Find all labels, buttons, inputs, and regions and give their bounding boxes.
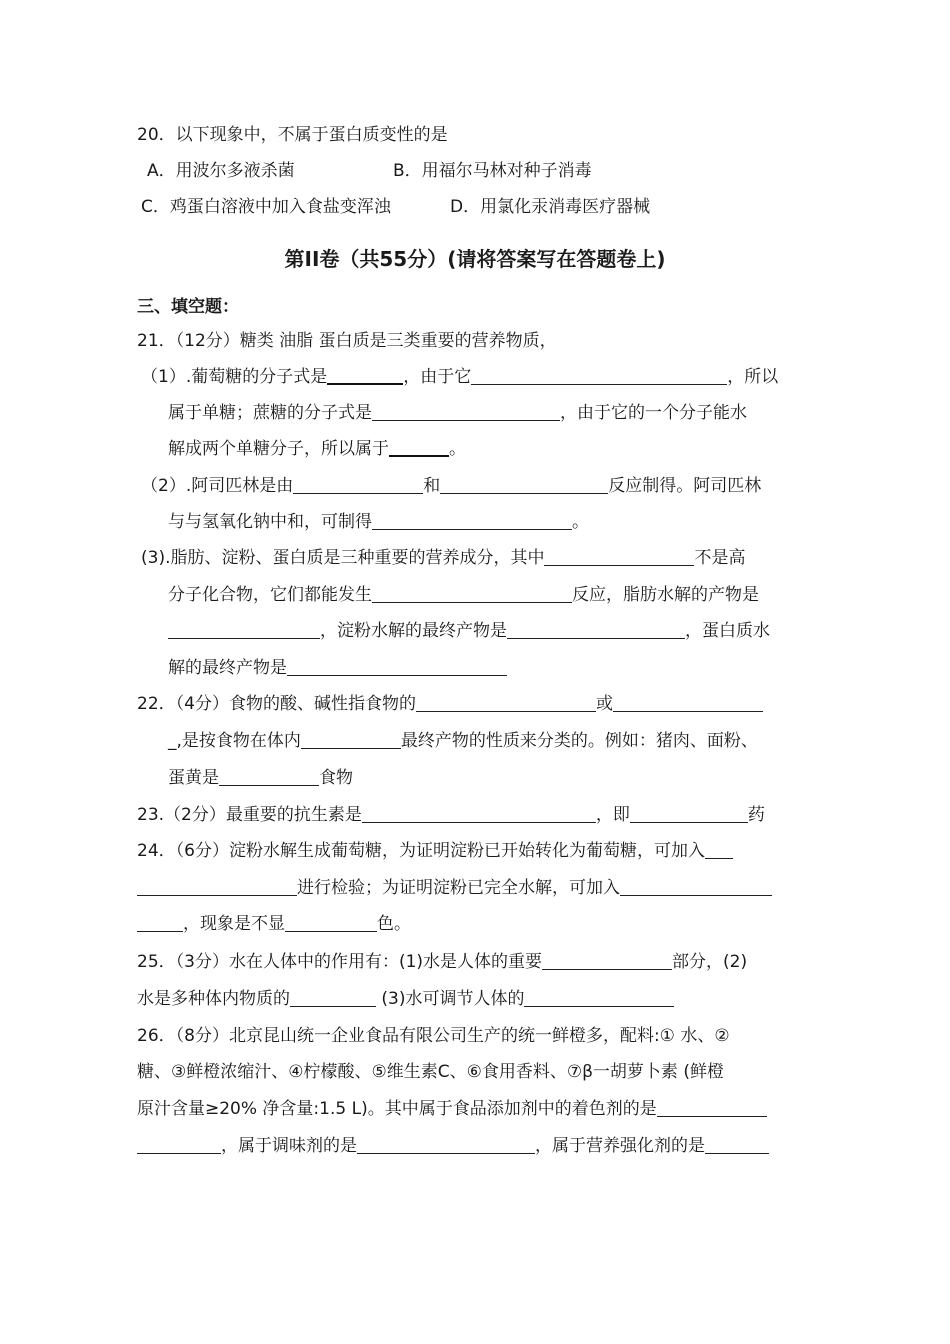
q25-line1: 25．（3分）水在人体中的作用有：(1)水是人体的重要 部分，(2) <box>137 952 748 972</box>
answer-blank[interactable] <box>327 365 403 385</box>
q26-line3: 原汁含量≥20% 净含量:1.5 L)。其中属于食品添加剂中的着色剂的是 <box>137 1097 767 1121</box>
q21-part3-line1: (3).脂肪、淀粉、蛋白质是三种重要的营养成分，其中 不是高 <box>141 548 746 568</box>
q26-line4: ，属于调味剂的是 ，属于营养强化剂的是 <box>137 1134 769 1158</box>
answer-blank[interactable] <box>137 1135 221 1154</box>
q22-line1: 22．（4分）食物的酸、碱性指食物的 或 <box>137 692 763 716</box>
answer-blank[interactable] <box>705 840 733 859</box>
answer-blank[interactable] <box>471 366 727 385</box>
q21-part2-line2: 与与氢氧化钠中和，可制得 。 <box>168 512 589 532</box>
q20-option-b: B．用福尔马林对种子消毒 <box>393 161 592 181</box>
answer-blank[interactable] <box>372 511 572 530</box>
q23-line1: 23.（2分）最重要的抗生素是 ，即 药 <box>137 805 765 825</box>
answer-blank[interactable] <box>137 877 297 896</box>
answer-blank[interactable] <box>137 913 183 932</box>
answer-blank[interactable] <box>372 584 572 603</box>
q21-stem: 21．（12分）糖类 油脂 蛋白质是三类重要的营养物质， <box>137 331 557 351</box>
answer-blank[interactable] <box>416 693 596 712</box>
q20-option-a: A．用波尔多液杀菌 <box>147 161 295 181</box>
answer-blank[interactable] <box>507 620 685 639</box>
q20-stem: 20．以下现象中，不属于蛋白质变性的是 <box>137 125 448 145</box>
section-title: 第II卷（共55分）(请将答案写在答题卷上) <box>284 247 666 271</box>
answer-blank[interactable] <box>357 1135 535 1154</box>
q21-part3-line4: 解的最终产物是 <box>168 656 507 680</box>
q26-line1: 26．（8分）北京昆山统一企业食品有限公司生产的统一鲜橙多，配料:① 水、② <box>137 1026 730 1046</box>
q20-option-c: C．鸡蛋白溶液中加入食盐变浑浊 <box>141 197 391 217</box>
q21-part3-line2: 分子化合物，它们都能发生 反应，脂肪水解的产物是 <box>168 585 759 605</box>
q21-part1-line2: 属于单糖；蔗糖的分子式是 ，由于它的一个分子能水 <box>168 403 747 423</box>
answer-blank[interactable] <box>705 1135 769 1154</box>
answer-blank[interactable] <box>362 804 596 823</box>
q26-line2: 糖、③鲜橙浓缩汁、④柠檬酸、⑤维生素C、⑥食用香料、⑦β一胡萝卜素 (鲜橙 <box>137 1062 724 1082</box>
answer-blank[interactable] <box>389 437 449 457</box>
section-three-heading: 三、填空题： <box>137 297 239 317</box>
q21-part3-line3: ，淀粉水解的最终产物是 ，蛋白质水 <box>168 619 770 643</box>
answer-blank[interactable] <box>219 767 319 786</box>
answer-blank[interactable] <box>613 693 763 712</box>
answer-blank[interactable] <box>657 1098 767 1117</box>
q20-option-d: D．用氯化汞消毒医疗器械 <box>450 197 651 217</box>
q25-line2: 水是多种体内物质的 (3)水可调节人体的 <box>137 987 674 1011</box>
q22-line3: 蛋黄是 食物 <box>168 768 353 788</box>
answer-blank[interactable] <box>285 913 377 932</box>
answer-blank[interactable] <box>301 730 401 749</box>
q22-line2: _,是按食物在体内 最终产物的性质来分类的。例如：猪肉、面粉、 <box>168 731 758 751</box>
answer-blank[interactable] <box>630 804 748 823</box>
answer-blank[interactable] <box>293 475 423 494</box>
q21-part2-line1: （2）.阿司匹林是由 和 反应制得。阿司匹林 <box>141 476 762 496</box>
q21-part1-line3: 解成两个单糖分子，所以属于 。 <box>168 439 466 459</box>
answer-blank[interactable] <box>168 620 320 639</box>
answer-blank[interactable] <box>542 951 672 970</box>
answer-blank[interactable] <box>544 547 694 566</box>
answer-blank[interactable] <box>290 988 376 1007</box>
answer-blank[interactable] <box>287 657 507 676</box>
answer-blank[interactable] <box>524 988 674 1007</box>
answer-blank[interactable] <box>440 475 608 494</box>
q24-line3: ，现象是不显 色。 <box>137 912 411 936</box>
q21-part1-line1: （1）.葡萄糖的分子式是 ，由于它 ，所以 <box>141 367 779 387</box>
q24-line2: 进行检验；为证明淀粉已完全水解，可加入 <box>137 876 772 900</box>
q24-line1: 24．（6分）淀粉水解生成葡萄糖，为证明淀粉已开始转化为葡萄糖，可加入 <box>137 839 733 863</box>
answer-blank[interactable] <box>620 877 772 896</box>
answer-blank[interactable] <box>372 402 560 421</box>
